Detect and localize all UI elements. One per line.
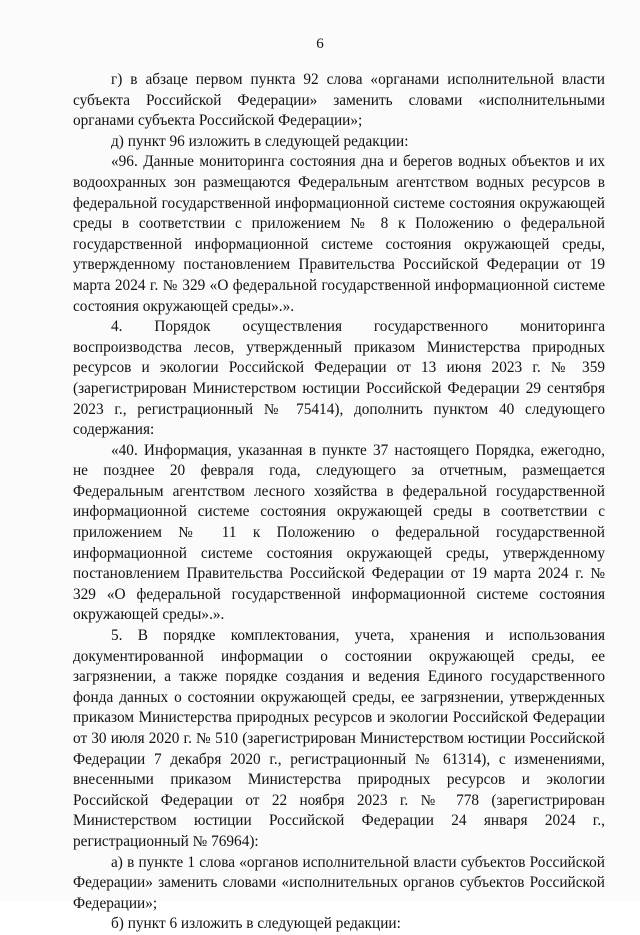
paragraph-b-article-6: б) пункт 6 изложить в следующей редакции: [111,915,401,933]
document-body [73,70,605,935]
page-number: 6 [316,36,324,52]
paragraph-a-article-1: а) в пункте 1 слова «органов исполнительной власти субъектов Российской Федерации» заменить словами «исполнительных органов субъектов Российской Федерации»; [73,853,605,912]
paragraph-item-4: 4. Порядок осуществления государственного мониторинга воспроизводства лесов, утвержденный приказом Министерства природных ресурсов и экологии Российской Федерации от 13 июня 2023 г. № 359 (зарегистрирован Министерством юстиции Российской Федерации 29 сентября 2023 г., регистрационный № 75414), дополнить пунктом 40 следующего содержания: [73,318,605,439]
paragraph-d-article-96: д) пункт 96 изложить в следующей редакции: [111,132,409,150]
paragraph-item-5: 5. В порядке комплектования, учета, хранения и использования документированной информации о состоянии окружающей среды, ее загрязнении, а также порядке создания и ведения Единого государственного фонда данных о состоянии окружающей среды, ее загрязнении, утвержденных приказом Министерства природных ресурсов и экологии Российской Федерации от 30 июля 2020 г. № 510 (зарегистрирован Министерством юстиции Российской Федерации 7 декабря 2020 г., регистрационный № 61314), с изменениями, внесенными приказом Министерства природных ресурсов и экологии Российской Федерации от 22 ноября 2023 г. № 778 (зарегистрирован Министерством юстиции Российской Федерации 24 января 2024 г., регистрационный № 76964): [73,627,605,850]
paragraph-article-40-text: «40. Информация, указанная в пункте 37 настоящего Порядка, ежегодно, не позднее 20 февраля года, следующего за отчетным, размещается Федеральным агентством лесного хозяйства в федеральной государственной информационной системе состояния окружающей среды в соответствии с приложением № 11 к Положению о федеральной государственной информационной системе состояния окружающей среды, утвержденному постановлением Правительства Российской Федерации от 19 марта 2024 г. № 329 «О федеральной государственной информационной системе состояния окружающей среды».». [73,441,605,624]
paragraph-article-96-text: «96. Данные мониторинга состояния дна и берегов водных объектов и их водоохранных зон размещаются Федеральным агентством водных ресурсов в федеральной государственной информационной системе состояния окружающей среды в соответствии с приложением № 8 к Положению о федеральной государственной информационной системе состояния окружающей среды, утвержденному постановлением Правительства Российской Федерации от 19 марта 2024 г. № 329 «О федеральной государственной информационной системе состояния окружающей среды».». [73,153,605,315]
paragraph-g-article-92: г) в абзаце первом пункта 92 слова «органами исполнительной власти субъекта Российской Федерации» заменить словами «исполнительными органами субъекта Российской Федерации»; [73,71,605,130]
